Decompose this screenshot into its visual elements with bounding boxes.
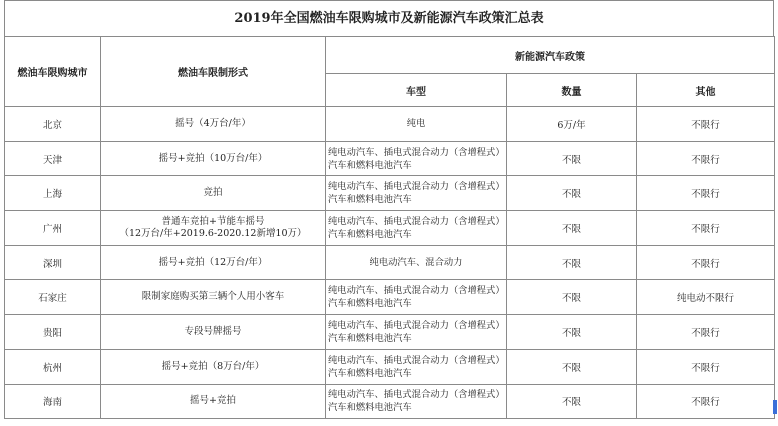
table-row [5, 107, 775, 142]
cell-quantity: 6万/年 [507, 107, 637, 142]
cell-city: 广州 [5, 211, 101, 246]
cell-restriction-form: 摇号+竞拍（10万台/年） [101, 141, 326, 176]
cell-restriction-form: 专段号牌摇号 [101, 315, 326, 350]
table-row [5, 245, 775, 280]
header-restriction-form: 燃油车限制形式 [101, 37, 326, 107]
cell-quantity: 不限 [507, 141, 637, 176]
cell-other: 不限行 [637, 384, 775, 419]
cell-vehicle-type: 纯电动汽车、插电式混合动力（含增程式）汽车和燃料电池汽车 [326, 280, 507, 315]
cell-city: 海南 [5, 384, 101, 419]
cell-other: 不限行 [637, 107, 775, 142]
cell-vehicle-type: 纯电动汽车、混合动力 [326, 245, 507, 280]
cell-other: 不限行 [637, 315, 775, 350]
cell-city: 贵阳 [5, 315, 101, 350]
cell-other: 不限行 [637, 349, 775, 384]
cell-other: 不限行 [637, 176, 775, 211]
cell-quantity: 不限 [507, 211, 637, 246]
cell-restriction-form [101, 211, 326, 246]
cell-quantity: 不限 [507, 349, 637, 384]
edge-marker [773, 400, 777, 414]
cell-restriction-form: 限制家庭购买第三辆个人用小客车 [101, 280, 326, 315]
cell-restriction-form: 摇号+竞拍 [101, 384, 326, 419]
cell-vehicle-type: 纯电动汽车、插电式混合动力（含增程式）汽车和燃料电池汽车 [326, 211, 507, 246]
cell-other: 不限行 [637, 211, 775, 246]
cell-city: 北京 [5, 107, 101, 142]
cell-city: 天津 [5, 141, 101, 176]
cell-restriction-form: 竞拍 [101, 176, 326, 211]
cell-vehicle-type: 纯电 [326, 107, 507, 142]
cell-other: 不限行 [637, 141, 775, 176]
cell-quantity: 不限 [507, 315, 637, 350]
table-row [5, 384, 775, 419]
header-nev-policy: 新能源汽车政策 [326, 37, 775, 74]
cell-vehicle-type: 纯电动汽车、插电式混合动力（含增程式）汽车和燃料电池汽车 [326, 315, 507, 350]
cell-quantity: 不限 [507, 245, 637, 280]
restriction-form-line-1: 普通车竞拍+节能车摇号 [161, 215, 265, 227]
cell-city: 上海 [5, 176, 101, 211]
cell-quantity: 不限 [507, 176, 637, 211]
header-quantity: 数量 [507, 74, 637, 107]
cell-vehicle-type: 纯电动汽车、插电式混合动力（含增程式）汽车和燃料电池汽车 [326, 176, 507, 211]
cell-quantity: 不限 [507, 384, 637, 419]
cell-restriction-form: 摇号+竞拍（8万台/年） [101, 349, 326, 384]
table-row [5, 315, 775, 350]
cell-restriction-form: 摇号（4万台/年） [101, 107, 326, 142]
cell-other: 纯电动不限行 [637, 280, 775, 315]
header-city: 燃油车限购城市 [5, 37, 101, 107]
cell-quantity: 不限 [507, 280, 637, 315]
cell-other: 不限行 [637, 245, 775, 280]
cell-restriction-form: 摇号+竞拍（12万台/年） [101, 245, 326, 280]
header-vehicle-type: 车型 [326, 74, 507, 107]
cell-city: 杭州 [5, 349, 101, 384]
table-row [5, 211, 775, 246]
table-row [5, 141, 775, 176]
restriction-form-line-2: （12万台/年+2019.6-2020.12新增10万） [119, 227, 307, 239]
table-row [5, 349, 775, 384]
table-row [5, 280, 775, 315]
table-title: 2019年全国燃油车限购城市及新能源汽车政策汇总表 [4, 0, 774, 36]
cell-city: 石家庄 [5, 280, 101, 315]
cell-city: 深圳 [5, 245, 101, 280]
header-other: 其他 [637, 74, 775, 107]
cell-vehicle-type: 纯电动汽车、插电式混合动力（含增程式）汽车和燃料电池汽车 [326, 141, 507, 176]
policy-table [4, 36, 775, 419]
cell-vehicle-type: 纯电动汽车、插电式混合动力（含增程式）汽车和燃料电池汽车 [326, 384, 507, 419]
table-row [5, 176, 775, 211]
cell-vehicle-type: 纯电动汽车、插电式混合动力（含增程式）汽车和燃料电池汽车 [326, 349, 507, 384]
